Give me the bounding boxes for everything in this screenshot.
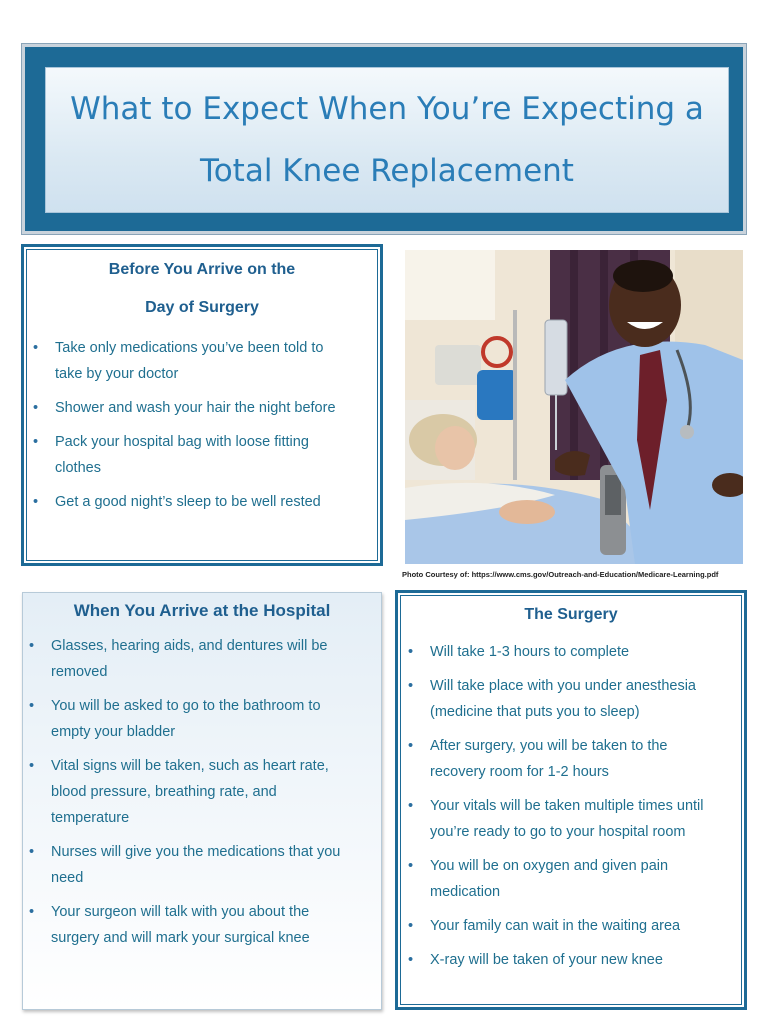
title-line-1: What to Expect When You’re Expecting a bbox=[70, 91, 704, 127]
list-item-line: take by your doctor bbox=[55, 366, 179, 382]
surgery-list bbox=[398, 627, 744, 973]
list-item-line: Vital signs will be taken, such as heart rate, bbox=[51, 758, 329, 774]
list-item-line: clothes bbox=[55, 460, 101, 476]
bullet-icon: • bbox=[29, 758, 35, 774]
list-item-line: Your vitals will be taken multiple times until bbox=[430, 798, 704, 814]
list-item bbox=[408, 853, 738, 905]
list-item bbox=[408, 947, 738, 973]
list-item-line: empty your bladder bbox=[51, 724, 176, 740]
list-item bbox=[408, 733, 738, 785]
bullet-icon: • bbox=[29, 904, 35, 920]
list-item bbox=[29, 839, 375, 891]
bullet-icon: • bbox=[408, 738, 414, 754]
hospital-arrival-list bbox=[23, 623, 381, 951]
bullet-icon: • bbox=[29, 638, 35, 654]
hospital-arrival-panel bbox=[22, 592, 382, 1010]
list-item bbox=[33, 395, 370, 421]
title-inner bbox=[45, 67, 729, 213]
before-arrival-list bbox=[24, 327, 380, 515]
list-item bbox=[408, 913, 738, 939]
list-item-line: After surgery, you will be taken to the bbox=[430, 738, 668, 754]
list-item-line: Your surgeon will talk with you about the bbox=[51, 904, 310, 920]
bullet-icon: • bbox=[29, 698, 35, 714]
list-item-line: surgery and will mark your surgical knee bbox=[51, 930, 310, 946]
bullet-icon: • bbox=[408, 798, 414, 814]
doctor-patient-photo bbox=[405, 250, 743, 564]
list-item-line: Will take 1-3 hours to complete bbox=[430, 644, 630, 660]
bullet-icon: • bbox=[33, 340, 39, 356]
title-line-2: Total Knee Replacement bbox=[200, 153, 574, 189]
surgery-panel bbox=[395, 590, 747, 1010]
hospital-arrival-heading: When You Arrive at the Hospital bbox=[73, 601, 331, 620]
photo-credit: Photo Courtesy of: https://www.cms.gov/Outreach-and-Education/Medicare-Learning.pdf bbox=[402, 570, 719, 579]
list-item-line: need bbox=[51, 870, 84, 886]
list-item-line: You will be asked to go to the bathroom to bbox=[51, 698, 321, 714]
bullet-icon: • bbox=[408, 952, 414, 968]
list-item-line: Take only medications you’ve been told to bbox=[55, 340, 324, 356]
list-item-line: Shower and wash your hair the night before bbox=[55, 400, 336, 416]
surgery-heading: The Surgery bbox=[524, 606, 618, 623]
list-item bbox=[408, 639, 738, 665]
bullet-icon: • bbox=[33, 400, 39, 416]
list-item bbox=[33, 429, 370, 481]
list-item bbox=[29, 899, 375, 951]
bullet-icon: • bbox=[29, 844, 35, 860]
list-item-line: Get a good night’s sleep to be well rested bbox=[55, 494, 321, 510]
list-item-line: you’re ready to go to your hospital room bbox=[430, 824, 686, 840]
list-item bbox=[33, 335, 370, 387]
before-arrival-heading bbox=[24, 247, 380, 327]
list-item-line: Pack your hospital bag with loose fitting bbox=[55, 434, 309, 450]
list-item bbox=[408, 793, 738, 845]
list-item bbox=[29, 753, 375, 831]
list-item-line: Nurses will give you the medications that you bbox=[51, 844, 341, 860]
list-item bbox=[33, 489, 370, 515]
bullet-icon: • bbox=[33, 434, 39, 450]
list-item-line: (medicine that puts you to sleep) bbox=[430, 704, 640, 720]
list-item-line: blood pressure, breathing rate, and bbox=[51, 784, 277, 800]
bullet-icon: • bbox=[408, 858, 414, 874]
title-banner bbox=[22, 44, 746, 234]
before-heading-line-1: Before You Arrive on the bbox=[108, 261, 296, 278]
bullet-icon: • bbox=[33, 494, 39, 510]
before-arrival-panel bbox=[21, 244, 383, 566]
list-item-line: X-ray will be taken of your new knee bbox=[430, 952, 663, 968]
bullet-icon: • bbox=[408, 918, 414, 934]
list-item-line: medication bbox=[430, 884, 501, 900]
list-item-line: removed bbox=[51, 664, 108, 680]
list-item-line: Will take place with you under anesthesia bbox=[430, 678, 696, 694]
list-item bbox=[29, 633, 375, 685]
bullet-icon: • bbox=[408, 644, 414, 660]
bullet-icon: • bbox=[408, 678, 414, 694]
before-heading-line-2: Day of Surgery bbox=[145, 299, 259, 316]
list-item-line: Glasses, hearing aids, and dentures will be bbox=[51, 638, 328, 654]
list-item-line: Your family can wait in the waiting area bbox=[430, 918, 681, 934]
photo-illustration bbox=[405, 250, 743, 564]
list-item-line: recovery room for 1-2 hours bbox=[430, 764, 609, 780]
list-item-line: You will be on oxygen and given pain bbox=[430, 858, 669, 874]
list-item-line: temperature bbox=[51, 810, 130, 826]
list-item bbox=[29, 693, 375, 745]
list-item bbox=[408, 673, 738, 725]
